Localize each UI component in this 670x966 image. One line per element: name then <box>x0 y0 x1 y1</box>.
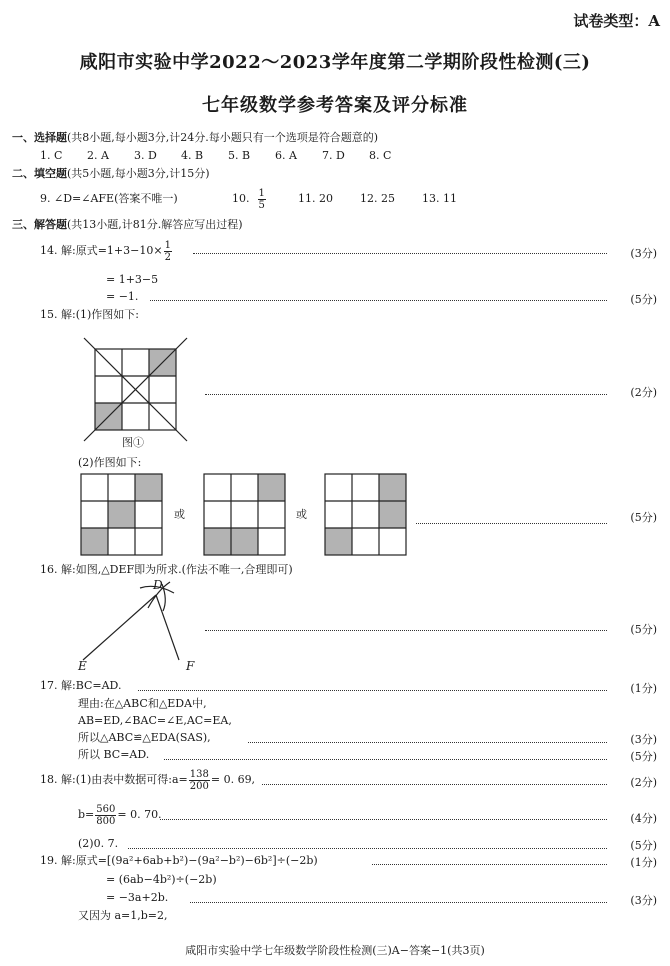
fill-answers <box>40 186 457 212</box>
choice-answer: 5. B <box>228 149 251 162</box>
or-label: 或 <box>174 508 185 521</box>
q19-line1: 19. 解:原式=[(9a²+6ab+b²)−(9a²−b²)−6b²]÷(−2b) <box>40 854 318 867</box>
q14-line1 <box>40 238 173 264</box>
section-desc: (共8小题,每小题3分,计24分.每小题只有一个选项是符合题意的) <box>67 131 379 144</box>
fraction <box>258 188 266 211</box>
fraction <box>189 769 210 792</box>
or-label: 或 <box>296 508 307 521</box>
figure-1-label: 图① <box>122 436 144 449</box>
fill-answer-10-label: 10. <box>232 192 250 205</box>
grid-option-b <box>202 473 288 557</box>
vertex-e-label: E <box>78 659 87 673</box>
vertex-d-label: D <box>153 578 163 592</box>
q17-line3: AB=ED,∠BAC=∠E,AC=EA, <box>78 714 232 727</box>
denominator: 2 <box>164 251 171 263</box>
score: (1分) <box>630 856 657 869</box>
fraction <box>95 804 116 827</box>
score: (2分) <box>630 386 657 399</box>
score: (2分) <box>630 776 657 789</box>
choice-answer: 1. C <box>40 149 63 162</box>
shaded-cell <box>135 474 162 501</box>
dot-leader <box>372 864 607 865</box>
denominator: 800 <box>96 815 116 827</box>
numerator: 1 <box>258 187 265 199</box>
q17-line5: 所以 BC=AD. <box>78 748 150 761</box>
shaded-cell <box>379 501 406 528</box>
q14-line3: = −1. <box>106 290 139 303</box>
dot-leader <box>262 784 607 785</box>
q18-line1 <box>40 766 255 794</box>
q15-line1: 15. 解:(1)作图如下: <box>40 308 139 321</box>
score: (5分) <box>630 293 657 306</box>
choice-answers <box>40 149 416 163</box>
score: (1分) <box>630 682 657 695</box>
q18-line2-text: b= <box>78 808 95 821</box>
q17-line2: 理由:在△ABC和△EDA中, <box>78 697 207 710</box>
triangle-construction <box>78 578 188 673</box>
choice-answer: 2. A <box>87 149 109 162</box>
fill-answer-13: 13. 11 <box>422 192 457 205</box>
shaded-cell <box>204 528 231 555</box>
q18-line2-result: = 0. 70. <box>117 808 162 821</box>
fill-answer-9: 9. ∠D=∠AFE(答案不唯一) <box>40 192 178 205</box>
numerator: 138 <box>189 768 209 780</box>
page-subtitle: 七年级数学参考答案及评分标准 <box>202 95 468 116</box>
choice-answer: 4. B <box>181 149 204 162</box>
q19-line4: 又因为 a=1,b=2, <box>78 909 168 922</box>
denominator: 5 <box>258 199 265 211</box>
q17-line4: 所以△ABC≌△EDA(SAS), <box>78 731 211 744</box>
q19-line2: = (6ab−4b²)÷(−2b) <box>106 873 217 886</box>
q14-line2: = 1+3−5 <box>106 273 159 286</box>
section-heading: 二、填空题 <box>12 167 67 180</box>
q18-line3: (2)0. 7. <box>78 837 119 850</box>
shaded-cell <box>108 501 135 528</box>
dot-leader <box>248 742 607 743</box>
dot-leader <box>160 819 607 820</box>
section-heading: 三、解答题 <box>12 218 67 231</box>
page-title: 咸阳市实验中学2022～2023学年度第二学期阶段性检测(三) <box>79 52 591 73</box>
grid-option-a <box>79 473 165 557</box>
denominator: 200 <box>189 780 209 792</box>
score: (5分) <box>630 511 657 524</box>
dot-leader <box>193 253 607 254</box>
score: (3分) <box>630 247 657 260</box>
q18-line1-result: = 0. 69, <box>210 773 256 786</box>
dot-leader <box>190 902 607 903</box>
score: (4分) <box>630 812 657 825</box>
fraction <box>164 240 172 263</box>
section-desc: (共5小题,每小题3分,计15分) <box>67 167 210 180</box>
dot-leader <box>416 523 607 524</box>
dot-leader <box>150 300 607 301</box>
dot-leader <box>138 690 607 691</box>
q19-line3: = −3a+2b. <box>106 891 169 904</box>
score: (5分) <box>630 750 657 763</box>
score: (3分) <box>630 733 657 746</box>
q14-line1-text: 14. 解:原式=1+3−10× <box>40 244 163 257</box>
shaded-cell <box>325 528 352 555</box>
grid-lines <box>84 338 187 441</box>
figure-1-grid <box>82 328 192 443</box>
score: (3分) <box>630 894 657 907</box>
score: (5分) <box>630 623 657 636</box>
fill-answer-12: 12. 25 <box>360 192 395 205</box>
choice-answer: 3. D <box>134 149 157 162</box>
shaded-cell <box>81 528 108 555</box>
section-fill <box>12 167 210 181</box>
choice-answer: 8. C <box>369 149 392 162</box>
section-solve <box>12 218 243 232</box>
section-desc: (共13小题,计81分.解答应写出过程) <box>67 218 243 231</box>
grid-option-c <box>323 473 409 557</box>
q16-line1: 16. 解:如图,△DEF即为所求.(作法不唯一,合理即可) <box>40 563 293 576</box>
shaded-cell <box>379 474 406 501</box>
q15-line2: (2)作图如下: <box>78 456 142 469</box>
q17-line1: 17. 解:BC=AD. <box>40 679 122 692</box>
dot-leader <box>128 848 607 849</box>
shaded-cell <box>258 474 285 501</box>
dot-leader <box>205 630 607 631</box>
vertex-f-label: F <box>186 659 195 673</box>
section-choice <box>12 131 378 145</box>
fill-answer-11: 11. 20 <box>298 192 333 205</box>
section-heading: 一、选择题 <box>12 131 67 144</box>
shaded-cell <box>231 528 258 555</box>
choice-answer: 6. A <box>275 149 297 162</box>
q18-line1-text: 18. 解:(1)由表中数据可得:a= <box>40 773 188 786</box>
numerator: 560 <box>96 803 116 815</box>
dot-leader <box>164 759 607 760</box>
choice-answer: 7. D <box>322 149 345 162</box>
paper-type: 试卷类型：A <box>573 12 660 30</box>
dot-leader <box>205 394 607 395</box>
score: (5分) <box>630 839 657 852</box>
numerator: 1 <box>164 239 171 251</box>
q18-line2 <box>78 801 162 829</box>
fill-answer-10 <box>232 186 298 212</box>
page-footer: 咸阳市实验中学七年级数学阶段性检测(三)A−答案−1(共3页) <box>185 944 485 957</box>
